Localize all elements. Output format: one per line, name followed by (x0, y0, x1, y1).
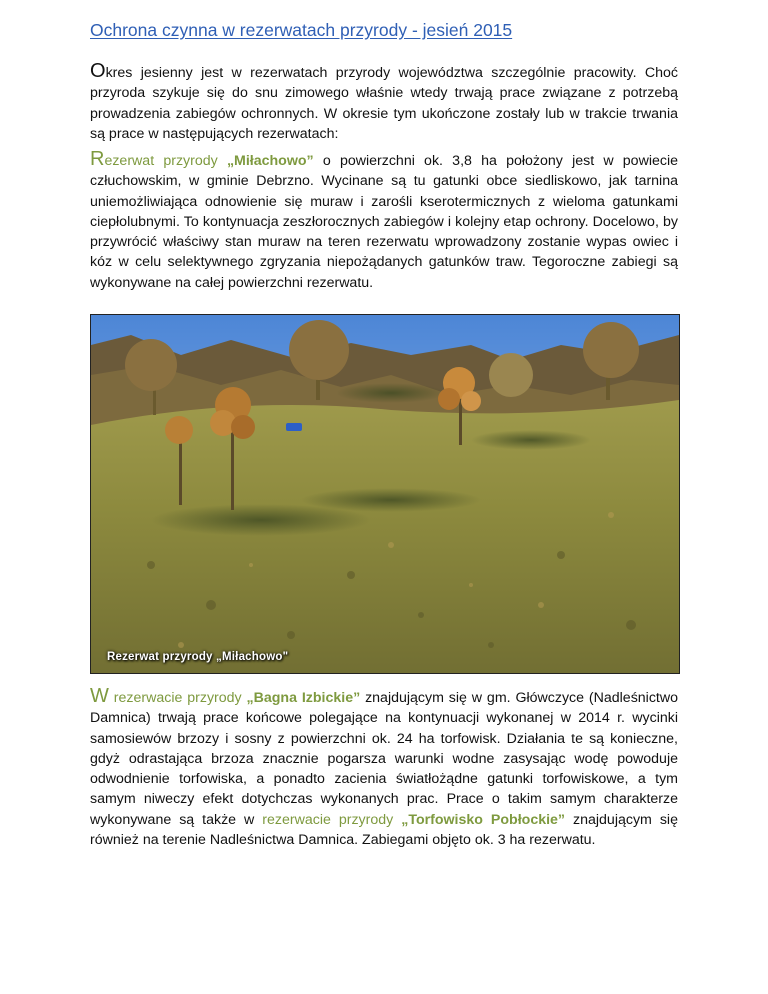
torfowisko-name: „Torfowisko Pobłockie” (401, 811, 566, 828)
milachowo-paragraph (90, 149, 678, 293)
bagna-text-1: znajdującym się w gm. Główczyce (Nadleśnictwo Damnica) trwają prace końcowe polegające na kontynuacji wykonanej w 2014 r. wycinki samosiewów brzozy i sosny z powierzchni ok. 24 ha torfowisk. Działania te są konieczne, gdyż odrastająca brzoza znacznie pogarsza warunki wodne zasysając wodę powoduje odwodnienie torfowiska, a ponadto zacienia światłożądne gatunki torfowiskowe, a tym samym niweczy efekt dotychczas wykonanych prac. Prace o takim samym charakterze wykonywane są także w (90, 690, 679, 828)
intro-text: kres jesienny jest w rezerwatach przyrody województwa szczególnie pracowity. Choć przyroda szykuje się do snu zimowego właśnie wtedy trwają prace związane z potrzebą prowadzenia zabiegów ochronnych. W okresie tym ukończone zostały lub w trakcie trwania są prace w następujących rezerwatach: (90, 65, 678, 142)
photo-caption: Rezerwat przyrody „Miłachowo" (107, 651, 289, 663)
meadow-photo-illustration (91, 315, 679, 673)
bagna-dropcap: W (90, 685, 109, 707)
page-title: Ochrona czynna w rezerwatach przyrody - jesień 2015 (90, 20, 513, 40)
bagna-text-2: znajdującym się również na terenie Nadleśnictwa Damnica. Zabiegami objęto ok. 3 ha rezerwatu. (90, 811, 678, 849)
intro-dropcap: O (90, 60, 106, 82)
milachowo-text: o powierzchni ok. 3,8 ha położony jest w powiecie człuchowskim, w gminie Debrzno. Wycinane są tu gatunki obce siedliskowo, jak tarnina uniemożliwiająca odnowienie się muraw i zarośli kserotermicznych z wieloma gatunkami ciepłolubnymi. To kontynuacja zeszłorocznych zabiegów i kolejny etap ochrony. Docelowo, by przywrócić właściwy stan muraw na teren rezerwatu wprowadzony zostanie wypas owiec i kóz w celu selektywnego zgryzania niepożądanych gatunków traw. Tegoroczne zabiegi są wykonywane na całej powierzchni rezerwatu. (90, 153, 678, 291)
bagna-lead: rezerwacie przyrody (108, 690, 247, 706)
torfowisko-lead: rezerwacie przyrody (262, 811, 402, 828)
milachowo-lead: ezerwat przyrody (104, 153, 227, 169)
bagna-paragraph (90, 686, 678, 850)
milachowo-name: „Miłachowo” (226, 153, 314, 169)
bagna-name: „Bagna Izbickie” (246, 690, 361, 706)
intro-paragraph (90, 61, 678, 144)
milachowo-dropcap: R (90, 148, 105, 170)
reserve-photo (90, 314, 680, 674)
